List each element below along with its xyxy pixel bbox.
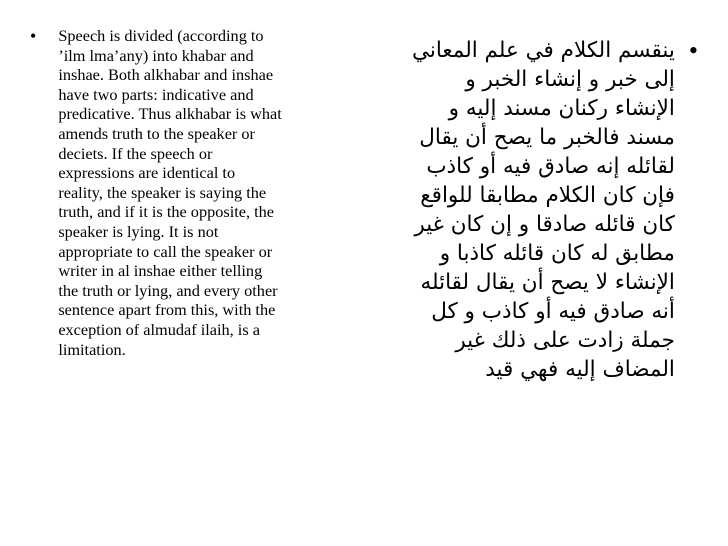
arabic-column [398,36,698,384]
bullet-icon: • [688,36,698,65]
english-bullet-item [30,26,360,359]
bullet-icon: • [30,26,37,46]
english-column [30,26,360,359]
arabic-paragraph: ينقسم الكلام في علم المعاني إلى خبر و إنشاء الخبر و الإنشاء ركنان مسند إليه و مسند فالخبر ما يصح أن يقال لقائله إنه صادق فيه أو كاذب فإن كان الكلام مطابقا للواقع كان قائله صادقا و إن كان غير مطابق له كان قائله كاذبا و الإنشاء لا يصح أن يقال لقائله أنه صادق فيه أو كاذب و كل جملة زادت على ذلك غير المضاف إليه فهي قيد [411,38,675,382]
english-paragraph: Speech is divided (according to ’ilm lma’any) into khabar and inshae. Both alkhabar and inshae have two parts: indicative and predicative. Thus alkhabar is what amends truth to the speaker or deciets. If the speech or expressions are identical to reality, the speaker is saying the truth, and if it is the opposite, the speaker is lying. It is not appropriate to call the speaker or writer in al inshae either telling the truth or lying, and every other sentence apart from this, with the exception of almudaf ilaih, is a limitation. [58,26,282,359]
arabic-bullet-item [398,36,698,384]
